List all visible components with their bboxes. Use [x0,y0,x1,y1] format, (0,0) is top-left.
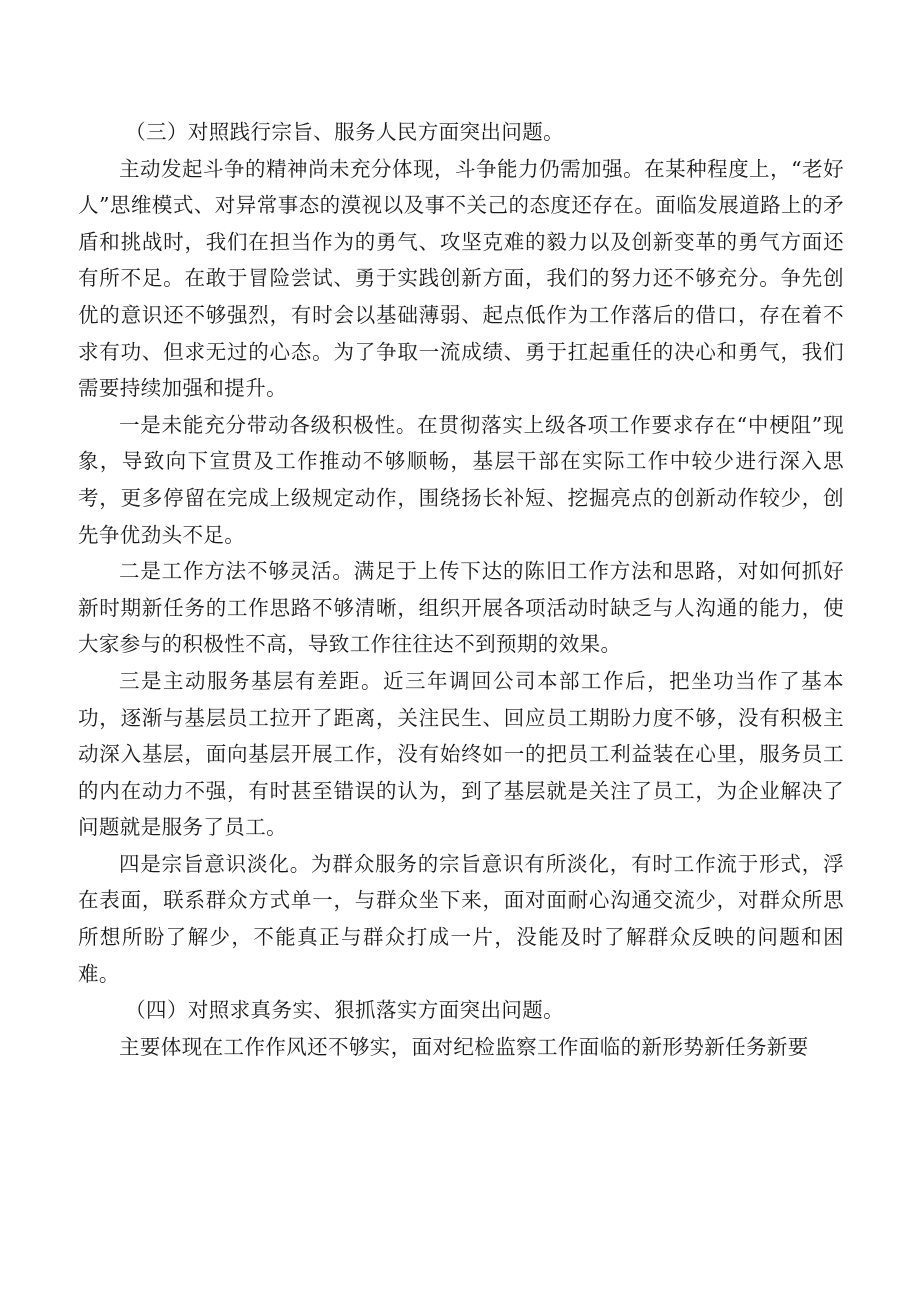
paragraph-point-one: 一是未能充分带动各级积极性。在贯彻落实上级各项工作要求存在“中梗阻”现象，导致向下宣贯及工作推动不够顺畅，基层干部在实际工作中较少进行深入思考，更多停留在完成上级规定动作，围绕扬长补短、挖掘亮点的创新动作较少，创先争优劲头不足。 [78,412,844,547]
paragraph-struggle-spirit: 主动发起斗争的精神尚未充分体现，斗争能力仍需加强。在某种程度上，“老好人”思维模式、对异常事态的漠视以及事不关己的态度还存在。面临发展道路上的矛盾和挑战时，我们在担当作为的勇气、攻坚克难的毅力以及创新变革的勇气方面还有所不足。在敢于冒险尝试、勇于实践创新方面，我们的努力还不够充分。争先创优的意识还不够强烈，有时会以基础薄弱、起点低作为工作落后的借口，存在着不求有功、但求无过的心态。为了争取一流成绩、勇于扛起重任的决心和勇气，我们需要持续加强和提升。 [78,156,844,401]
document-body [78,114,844,1065]
section-heading-4: （四）对照求真务实、狠抓落实方面突出问题。 [125,998,565,1023]
paragraph-point-three: 三是主动服务基层有差距。近三年调回公司本部工作后，把坐功当作了基本功，逐渐与基层员工拉开了距离，关注民生、回应员工期盼力度不够，没有积极主动深入基层，面向基层开展工作，没有始终如一的把员工利益装在心里，服务员工的内在动力不强，有时甚至错误的认为，到了基层就是关注了员工，为企业解决了问题就是服务了员工。 [78,668,844,840]
paragraph-point-two: 二是工作方法不够灵活。满足于上传下达的陈旧工作方法和思路，对如何抓好新时期新任务的工作思路不够清晰，组织开展各项活动时缺乏与人沟通的能力，使大家参与的积极性不高，导致工作往往达不到预期的效果。 [78,559,844,657]
section-heading-3: （三）对照践行宗旨、服务人民方面突出问题。 [125,120,565,144]
paragraph-work-style: 主要体现在工作作风还不够实，面对纪检监察工作面临的新形势新任务新要 [119,1034,809,1059]
paragraph-point-four: 四是宗旨意识淡化。为群众服务的宗旨意识有所淡化，有时工作流于形式，浮在表面，联系群众方式单一，与群众坐下来，面对面耐心沟通交流少，对群众所思所想所盼了解少，不能真正与群众打成一片，没能及时了解群众反映的问题和困难。 [78,851,844,986]
